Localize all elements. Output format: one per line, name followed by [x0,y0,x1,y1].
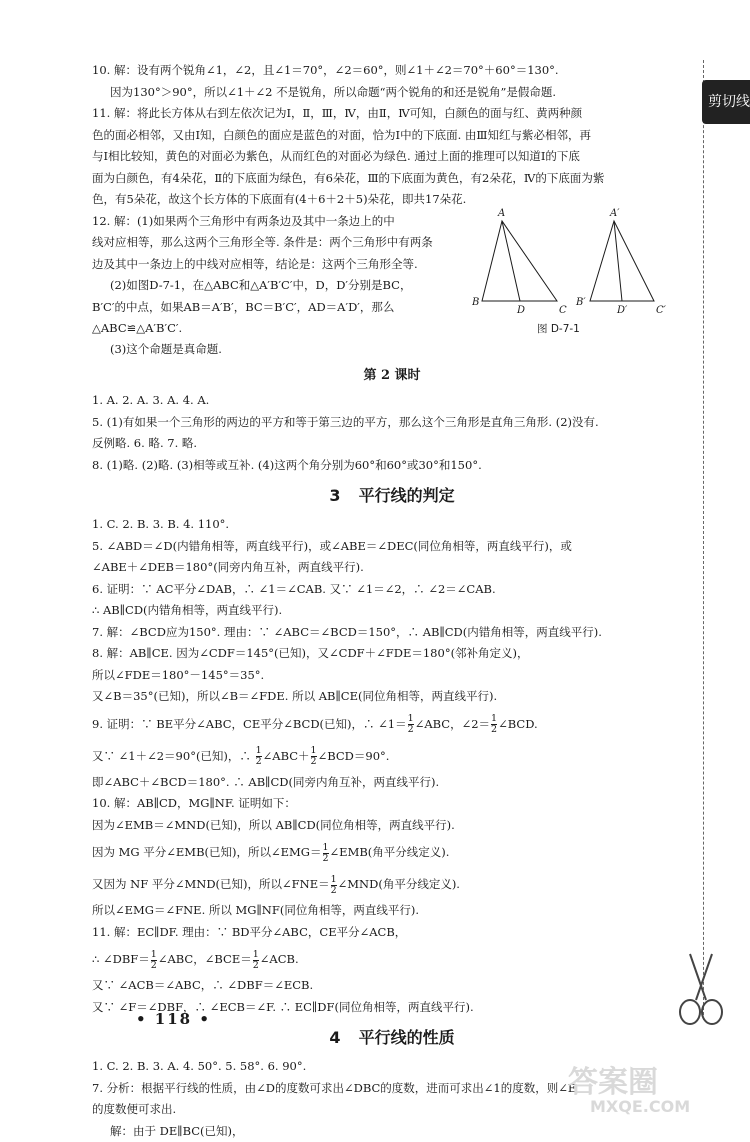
section-3-line-4: ∴ AB∥CD(内错角相等，两直线平行). [92,600,692,622]
fraction-half: $\frac{1}{2}$ [408,714,414,735]
section-3-number: 3 [329,486,340,505]
label-b: B [472,297,479,308]
median-a2d2 [614,221,622,301]
answer-12 [92,211,692,339]
lesson-2-line-1: 5. (1)有如果一个三角形的两边的平方和等于第三边的平方，那么这个三角形是直角三角形. (2)没有. [92,412,692,434]
label-a-prime: A′ [609,208,620,219]
lesson-2-line-3: 8. (1)略. (2)略. (3)相等或互补. (4)这两个角分别为60°和60°或30°和150°. [92,455,692,477]
answer-11-line2: ∴ ∠DBF＝ $\frac{1}{2}$ ∠ABC，∠BCE＝ $\frac{1}{2}$ ∠ACB. [92,943,692,975]
fraction-half: $\frac{1}{2}$ [491,714,497,735]
answer-9-line2: 又∵ ∠1＋∠2＝90°(已知)，∴ $\frac{1}{2}$ ∠ABC＋ $\frac{1}{2}$ ∠BCD＝90°. [92,740,692,772]
answer-10-line5: 所以∠EMG＝∠FNE. 所以 MG∥NF(同位角相等，两直线平行). [92,900,692,922]
answer-12-line-0: 12. 解：(1)如果两个三角形中有两条边及其中一条边上的中 [92,211,447,233]
answer-line-3: 色的面必相邻，又由Ⅰ知，白颜色的面应是蓝色的对面，恰为Ⅰ中的下底面. 由Ⅲ知红与紫必相邻，再 [92,125,692,147]
section-3-line-6: 8. 解：AB∥CE. 因为∠CDF＝145°(已知)，又∠CDF＋∠FDE＝180°(邻补角定义)， [92,643,692,665]
fraction-half: $\frac{1}{2}$ [323,843,329,864]
label-a: A [497,208,505,219]
svg-text:答案圈: 答案圈 [568,1065,658,1100]
answer-line-4: 与Ⅰ相比较知，黄色的对面必为紫色，从而红色的对面必为绿色. 通过上面的推理可以知道Ⅰ的下底 [92,146,692,168]
answers-10-11 [92,60,692,211]
lesson-2-line-0: 1. A. 2. A. 3. A. 4. A. [92,390,692,412]
triangle-a2b2c2 [590,221,654,301]
cut-line [703,60,704,1020]
answer-10-line1: 10. 解：AB∥CD，MG∥NF. 证明如下： [92,793,692,815]
fraction-half: $\frac{1}{2}$ [331,875,337,896]
answer-10-line3: 因为 MG 平分∠EMB(已知)，所以∠EMG＝ $\frac{1}{2}$ ∠EMB(角平分线定义). [92,836,692,868]
answer-11-line3: 又∵ ∠ACB＝∠ABC，∴ ∠DBF＝∠ECB. [92,975,692,997]
section-3-line-8: 又∠B＝35°(已知)，所以∠B＝∠FDE. 所以 AB∥CE(同位角相等，两直线平行). [92,686,692,708]
triangle-figure [472,201,682,319]
section-4-line-1: 7. 分析：根据平行线的性质，由∠D的度数可求出∠DBC的度数，进而可求出∠1的度数，则∠E [92,1078,692,1100]
label-b-prime: B′ [575,297,586,308]
answer-11-line1: 11. 解：EC∥DF. 理由：∵ BD平分∠ABC，CE平分∠ACB， [92,922,692,944]
page-number: • 118 • [136,1010,211,1028]
section-3-line-1: 5. ∠ABD＝∠D(内错角相等，两直线平行)，或∠ABE＝∠DEC(同位角相等，两直线平行)，或 [92,536,692,558]
watermark-logo [560,1060,740,1115]
answer-line-2: 11. 解：将此长方体从右到左依次记为Ⅰ，Ⅱ，Ⅲ，Ⅳ，由Ⅱ，Ⅳ可知，白颜色的面与红、黄两种颜 [92,103,692,125]
section-4-title: 平行线的性质 [359,1028,455,1047]
answer-9-line3: 即∠ABC＋∠BCD＝180°. ∴ AB∥CD(同旁内角互补，两直线平行). [92,772,692,794]
figure-caption: 图 D-7-1 [537,321,580,336]
lesson-2-line-2: 反例略. 6. 略. 7. 略. [92,433,692,455]
answer-11-line4: 又∵ ∠F＝∠DBF，∴ ∠ECB＝∠F. ∴ EC∥DF(同位角相等，两直线平行). [92,997,692,1019]
answer-10-line2: 因为∠EMB＝∠MND(已知)，所以 AB∥CD(同位角相等，两直线平行). [92,815,692,837]
lesson-2-heading: 第 2 课时 [92,364,692,388]
section-4-line-3: 解：由于 DE∥BC(已知)， [92,1121,692,1142]
section-3-line-7: 所以∠FDE＝180°－145°＝35°. [92,665,692,687]
lesson-2-answers [92,390,692,476]
answer-12-line-5: △ABC≌△A′B′C′. [92,318,447,340]
section-3-line-2: ∠ABE＋∠DEB＝180°(同旁内角互补，两直线平行). [92,557,692,579]
answer-12-line-3: (2)如图D-7-1，在△ABC和△A′B′C′中，D，D′分别是BC， [92,275,447,297]
section-4-number: 4 [329,1028,340,1047]
section-3-answers-1-8 [92,514,692,708]
svg-text:MXQE.COM: MXQE.COM [590,1097,690,1115]
label-c: C [559,305,567,316]
answer-12-line-1: 线对应相等，那么这两个三角形全等. 条件是：两个三角形中有两条 [92,232,447,254]
answer-line-5: 面为白颜色，有4朵花，Ⅱ的下底面为绿色，有6朵花，Ⅲ的下底面为黄色，有2朵花，Ⅳ的下底面为紫 [92,168,692,190]
answer-12-line-2: 边及其中一条边上的中线对应相等，结论是：这两个三角形全等. [92,254,447,276]
answer-line-0: 10. 解：设有两个锐角∠1，∠2，且∠1＝70°，∠2＝60°，则∠1＋∠2＝70°＋60°＝130°. [92,60,692,82]
section-3-line-0: 1. C. 2. B. 3. B. 4. 110°. [92,514,692,536]
answer-9-line1: 9. 证明：∵ BE平分∠ABC，CE平分∠BCD(已知)，∴ ∠1＝ $\frac{1}{2}$ ∠ABC，∠2＝ $\frac{1}{2}$ ∠BCD. [92,708,692,740]
answer-content [92,60,692,1142]
median-ad [502,221,520,301]
section-4-heading [92,1024,692,1052]
answer-10-line4: 又因为 NF 平分∠MND(已知)，所以∠FNE＝ $\frac{1}{2}$ ∠MND(角平分线定义). [92,868,692,900]
section-3-line-5: 7. 解：∠BCD应为150°. 理由：∵ ∠ABC＝∠BCD＝150°，∴ AB∥CD(内错角相等，两直线平行). [92,622,692,644]
answer-12-part3: (3)这个命题是真命题. [92,339,692,361]
side-tab-label: 剪切线 [702,80,750,124]
section-4-line-0: 1. C. 2. B. 3. A. 4. 50°. 5. 58°. 6. 90°. [92,1056,692,1078]
section-3-title: 平行线的判定 [359,486,455,505]
fraction-half: $\frac{1}{2}$ [151,950,157,971]
triangle-abc [482,221,557,301]
answer-line-6: 色，有5朵花，故这个长方体的下底面有(4＋6＋2＋5)朵花，即共17朵花. [92,189,692,211]
label-d-prime: D′ [616,305,628,316]
fraction-half: $\frac{1}{2}$ [311,746,317,767]
answer-line-1: 因为130°＞90°，所以∠1＋∠2 不是锐角，所以命题“两个锐角的和还是锐角”是假命题. [92,82,692,104]
answer-12-line-4: B′C′的中点，如果AB＝A′B′，BC＝B′C′，AD＝A′D′，那么 [92,297,447,319]
fraction-half: $\frac{1}{2}$ [253,950,259,971]
section-4-line-2: 的度数便可求出. [92,1099,692,1121]
label-d: D [516,305,525,316]
section-3-line-3: 6. 证明：∵ AC平分∠DAB，∴ ∠1＝∠CAB. 又∵ ∠1＝∠2，∴ ∠2＝∠CAB. [92,579,692,601]
fraction-half: $\frac{1}{2}$ [256,746,262,767]
section-3-heading [92,482,692,510]
label-c-prime: C′ [656,305,667,316]
scissors-icon [670,950,732,1030]
